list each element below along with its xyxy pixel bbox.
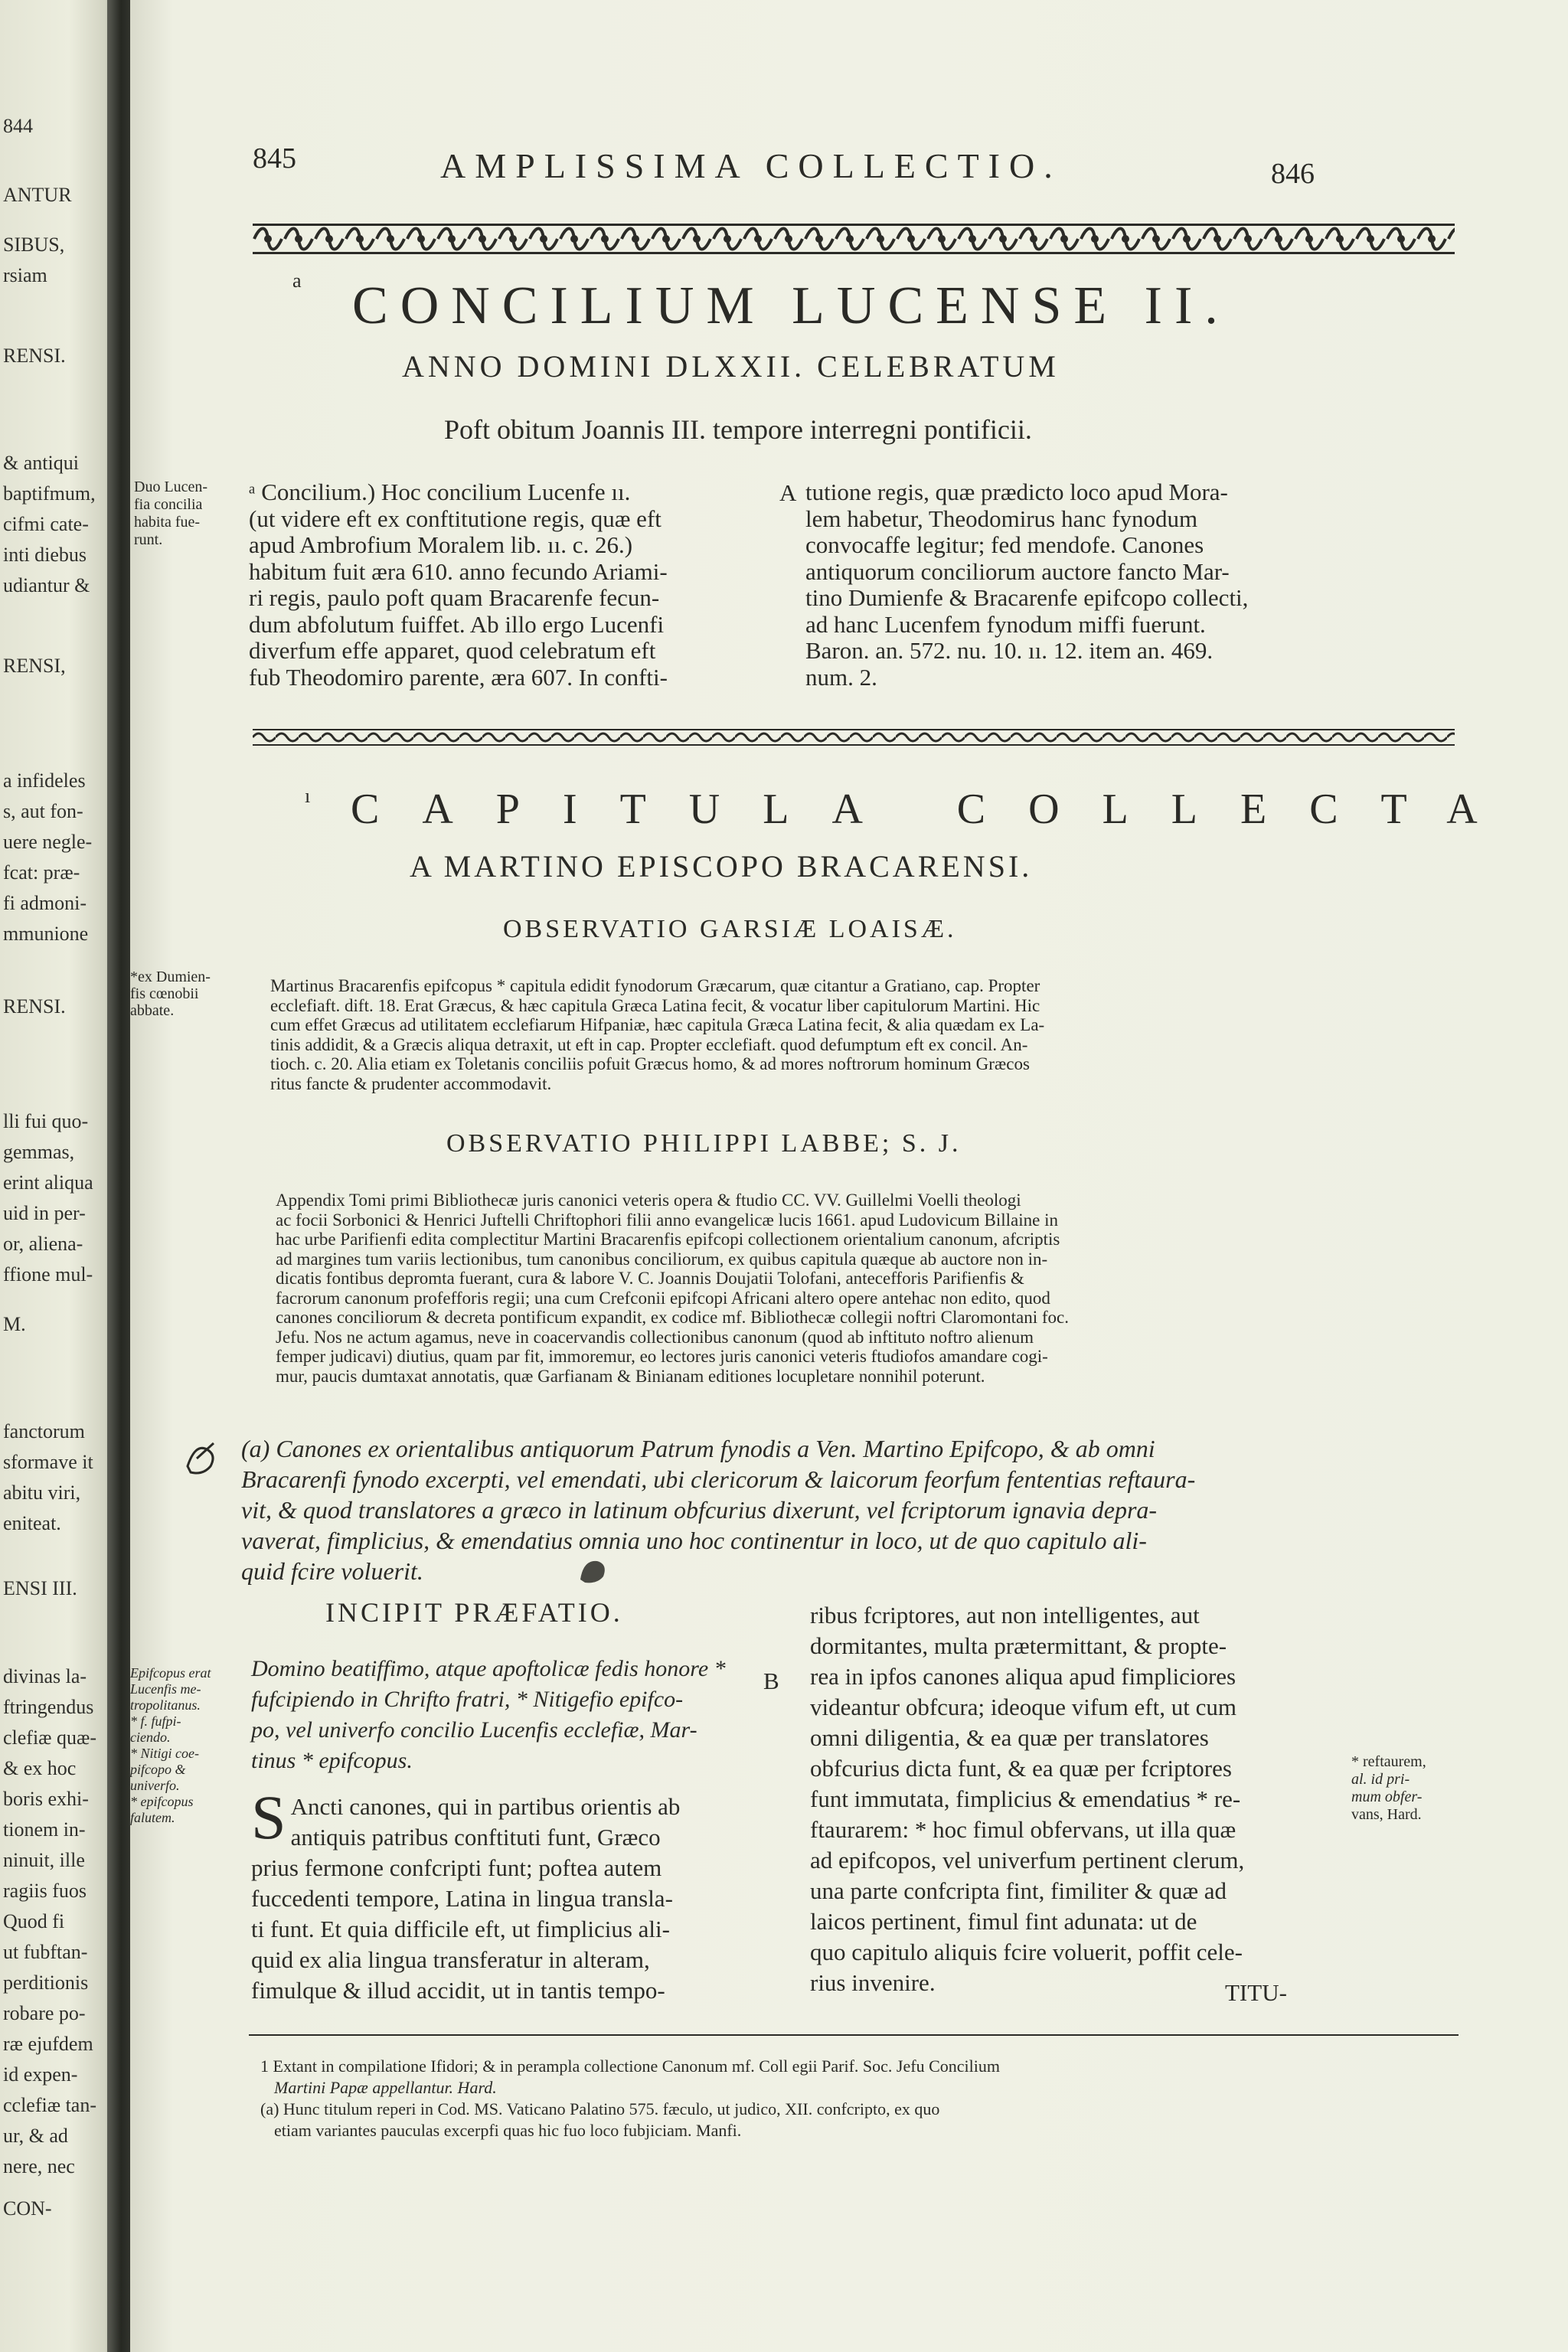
prefatio-margin-left: Epifcopus erat Lucenfis me- tropolitanus. * f. fufpi- ciendo. * Nitigi coe- pifcopo & univerfo. * epifcopus falutem.: [130, 1665, 211, 1825]
margin-note-concilium: Duo Lucen- fia concilia habita fue- runt.: [134, 479, 208, 548]
previous-page-line: gemmas,: [3, 1141, 75, 1163]
previous-page-line: cclefiæ tan-: [3, 2094, 96, 2116]
drop-cap: S: [251, 1782, 286, 1852]
capitula-title: CAPITULA COLLECTA: [351, 786, 1521, 833]
footnotes: 1 Extant in compilatione Ifidori; & in perampla collectione Canonum mf. Coll egii Parif. Soc. Jefu Concilium Martini Papæ appellantur. Hard. (a) Hunc titulum reperi in Cod. MS. Vaticano Palatino 575. fæculo, ut judico, XII. confcripto, ex quo etiam variantes pauculas excerpfi quas hic fuo loco fubjiciam. Manfi.: [260, 2056, 1000, 2140]
observatio-1-text: Martinus Bracarenfis epifcopus * capitula edidit fynodorum Græcarum, quæ citantur a Gratiano, cap. Propter ecclefiaft. dift. 18. Erat Græcus, & hæc capitula Græca Latina fecit, & vocatur liber capitulorum Martini. Hic cum effet Græcus ad utilitatem ecclefiarum Hifpaniæ, hæc capitula Græca Latina fecit, & alia quædam ex La- tinis addidit, & a Græcis aliqua detraxit, ut eft in cap. Propter ecclefiaft. quod defumptum eft ex concil. An- tioch. c. 20. Alia etiam ex Toletanis conciliis pofuit Græcus homo, & ad mores noftrorum hominum Græcos ritus fancte & prudenter accommodavit.: [270, 976, 1045, 1093]
previous-page-line: ENSI III.: [3, 1577, 77, 1599]
previous-page-line: inti diebus: [3, 544, 87, 566]
previous-page-line: M.: [3, 1313, 26, 1335]
previous-page-line: ffione mul-: [3, 1263, 93, 1285]
concilium-note-right-column: tutione regis, quæ prædicto loco apud Mora- lem habetur, Theodomirus hanc fynodum convocaffe legitur; fed mendofe. Canones antiquorum conciliorum auctore fancto Mar- tino Dumienfe & Bracarenfe epifcopo collecti, ad hanc Lucenfem fynodum miffi fuerunt. Baron. an. 572. nu. 10. ıı. 12. item an. 469. num. 2.: [805, 479, 1249, 691]
note-mark-1: ı: [305, 785, 311, 807]
previous-page-line: perditionis: [3, 1971, 89, 1994]
previous-page-line: RENSI.: [3, 345, 66, 367]
previous-page-line: tionem in-: [3, 1818, 86, 1841]
previous-page-line: boris exhi-: [3, 1788, 89, 1810]
capitula-italic-title: (a) Canones ex orientalibus antiquorum Patrum fynodis a Ven. Martino Epifcopo, & ab omni Bracarenfi fynodo excerpti, vel emendati, ubi clericorum & laicorum feorfum fententias reftaura- vit, & quod translatores a græco in latinum obfcurius dixerunt, vel fcriptorum ignavia depra- vaverat, fimplicius, & emendatius omnia uno hoc continentur in loco, ut de quo capitulo ali- quid fcire voluerit.: [241, 1435, 1196, 1585]
observatio-1-margin: *ex Dumien- fis cœnobii abbate.: [130, 969, 211, 1019]
previous-page-line: 844: [3, 115, 33, 137]
previous-page-line: & ex hoc: [3, 1757, 77, 1779]
previous-page-line: divinas la-: [3, 1665, 87, 1687]
previous-page-line: baptifmum,: [3, 482, 96, 505]
previous-page-line: rsiam: [3, 264, 47, 286]
column-marker-a: A: [779, 479, 797, 506]
previous-page-line: Quod fi: [3, 1910, 65, 1932]
previous-page-line: RENSI,: [3, 655, 66, 677]
previous-page-line: fanctorum: [3, 1420, 85, 1442]
previous-page-line: clefiæ quæ-: [3, 1726, 97, 1749]
previous-page-line: uid in per-: [3, 1202, 86, 1224]
capitula-subtitle: A MARTINO EPISCOPO BRACARENSI.: [410, 849, 1033, 884]
prefatio-left-column: S Ancti canones, qui in partibus orientis ab antiquis patribus conftituti funt, Græco prius fermone confcripti funt; poftea autem fuccedenti tempore, Latina in lingua transla- ti funt. Et quia difficile eft, ut fimplicius ali- quid ex alia lingua transferatur in alteram, fimulque & illud accidit, ut in tantis tempo-: [251, 1782, 681, 2004]
previous-page-line: ragiis fuos: [3, 1880, 87, 1902]
previous-page-line: ræ ejufdem: [3, 2033, 93, 2055]
previous-page-line: fcat: præ-: [3, 861, 80, 884]
observatio-2-heading: OBSERVATIO PHILIPPI LABBE; S. J.: [446, 1129, 962, 1158]
previous-page-edge: [0, 0, 115, 2352]
pointing-hand-icon: [180, 1436, 226, 1481]
hand-ornament-icon: [574, 1550, 612, 1589]
previous-page-line: uere negle-: [3, 831, 93, 853]
previous-page-line: a infideles: [3, 769, 86, 792]
prefatio-margin-right: * reftaurem, al. id pri- mum obfer- vans, Hard.: [1351, 1753, 1426, 1823]
previous-page-line: ftringendus: [3, 1696, 94, 1718]
previous-page-line: ANTUR: [3, 184, 72, 206]
ornamental-band: [253, 222, 1455, 256]
previous-page-line: fi admoni-: [3, 892, 87, 914]
previous-page-line: abitu viri,: [3, 1481, 81, 1504]
catchword: TITU-: [1225, 1979, 1287, 2006]
previous-page-line: s, aut fon-: [3, 800, 83, 822]
previous-page-line: eniteat.: [3, 1512, 61, 1534]
concilium-subtitle-2: Poft obitum Joannis III. tempore interregni pontificii.: [444, 414, 1032, 445]
previous-page-line: or, aliena-: [3, 1233, 83, 1255]
footnote-rule: [249, 2034, 1459, 2036]
column-marker-b: B: [763, 1668, 779, 1694]
previous-page-line: RENSI.: [3, 995, 66, 1018]
observatio-2-text: Appendix Tomi primi Bibliothecæ juris canonici veteris opera & ftudio CC. VV. Guillelmi Voelli theologi ac focii Sorbonici & Henrici Juftelli Chriftophori filii anno evangelicæ lucis 1661. apud Ludovicum Billaine in hac urbe Parifienfi edita complectitur Martini Bracarenfis epifcopi collectionem orientalium canonum, afcriptis ad margines tum variis lectionibus, tum canonibus conciliorum, ex quibus capitula quæque ab auctore non in- dicatis fontibus depromta fuerant, cura & labore V. C. Joannis Doujatii Tolofani, antecefforis Parifienfis & facrorum canonum profefforis regii; una cum Crefconii epifcopi Africani altero opere antehac non edito, quod canones conciliorum & decreta pontificum expandit, ex codice mf. Bibliothecæ collegii noftri Claromontani foc. Jefu. Nos ne actum agamus, neve in coacervandis collectionibus canonum (quod ab inftituto noftro alienum femper judicavi) diutius, quam par fit, immoremur, eo lectores juris canonici veteris ftudiofos amandare cogi- mur, paucis dumtaxat annotatis, quæ Garfianam & Binianam editiones locupletare nonnihil poterunt.: [276, 1191, 1069, 1386]
previous-page-line: sformave it: [3, 1451, 93, 1473]
prefatio-right-column: ribus fcriptores, aut non intelligentes, aut dormitantes, multa prætermittant, & propte- rea in ipfos canones aliqua apud fimpliciores videantur obfcura; ideoque vifum eft, ut cum omni diligentia, & ea quæ per translatores obfcurius dicta funt, & ea quæ per fcriptores funt immutata, fimplicius & emendatius * re- ftaurarem: * hoc fimul obfervans, ut illa quæ ad epifcopos, vel univerfum pertinent clerum, una parte confcripta fint, fimiliter & quæ ad laicos pertinent, fimul fint adunata: ut de quo capitulo aliquis fcire voluerit, poffit cele- rius invenire.: [810, 1602, 1245, 1996]
previous-page-line: erint aliqua: [3, 1171, 93, 1194]
previous-page-line: CON-: [3, 2197, 52, 2220]
previous-page-line: cifmi cate-: [3, 513, 89, 535]
page-number-left: 845: [253, 142, 296, 175]
ornamental-rule: [253, 727, 1455, 747]
previous-page-line: ut fubftan-: [3, 1941, 88, 1963]
observatio-1-heading: OBSERVATIO GARSIÆ LOAISÆ.: [503, 915, 957, 943]
concilium-note-left-column: ᵃ Concilium.) Hoc concilium Lucenfe ıı. (ut videre eft ex conftitutione regis, quæ eft apud Ambrofium Moralem lib. ıı. c. 26.) habitum fuit æra 610. anno fecundo Ariami- ri regis, paulo poft quam Bracarenfe fecun- dum abfolutum fuiffet. Ab illo ergo Lucenfi diverfum effe apparet, quod celebratum eft fub Theodomiro parente, æra 607. In confti-: [249, 479, 668, 691]
prefatio-dedication: Domino beatiffimo, atque apoftolicæ fedis honore * fufcipiendo in Chrifto fratri, * Nitigefio epifco- po, vel univerfo concilio Lucenfis ecclefiæ, Mar- tinus * epifcopus.: [251, 1656, 726, 1773]
previous-page-line: lli fui quo-: [3, 1110, 89, 1132]
prefatio-heading: INCIPIT PRÆFATIO.: [325, 1597, 623, 1628]
previous-page-line: nere, nec: [3, 2155, 75, 2177]
previous-page-line: mmunione: [3, 923, 89, 945]
previous-page-line: id expen-: [3, 2063, 78, 2086]
previous-page-line: udiantur &: [3, 574, 90, 596]
concilium-subtitle: ANNO DOMINI DLXXII. CELEBRATUM: [402, 349, 1060, 384]
page-number-right: 846: [1271, 158, 1315, 190]
previous-page-line: ninuit, ille: [3, 1849, 85, 1871]
running-title: AMPLISSIMA COLLECTIO.: [440, 146, 1062, 185]
book-page: [130, 0, 1568, 2352]
previous-page-line: SIBUS,: [3, 234, 65, 256]
previous-page-line: ur, & ad: [3, 2125, 68, 2147]
previous-page-line: & antiqui: [3, 452, 79, 474]
concilium-title: CONCILIUM LUCENSE II.: [352, 276, 1230, 335]
previous-page-line: robare po-: [3, 2002, 86, 2024]
note-mark-a: a: [292, 270, 302, 292]
